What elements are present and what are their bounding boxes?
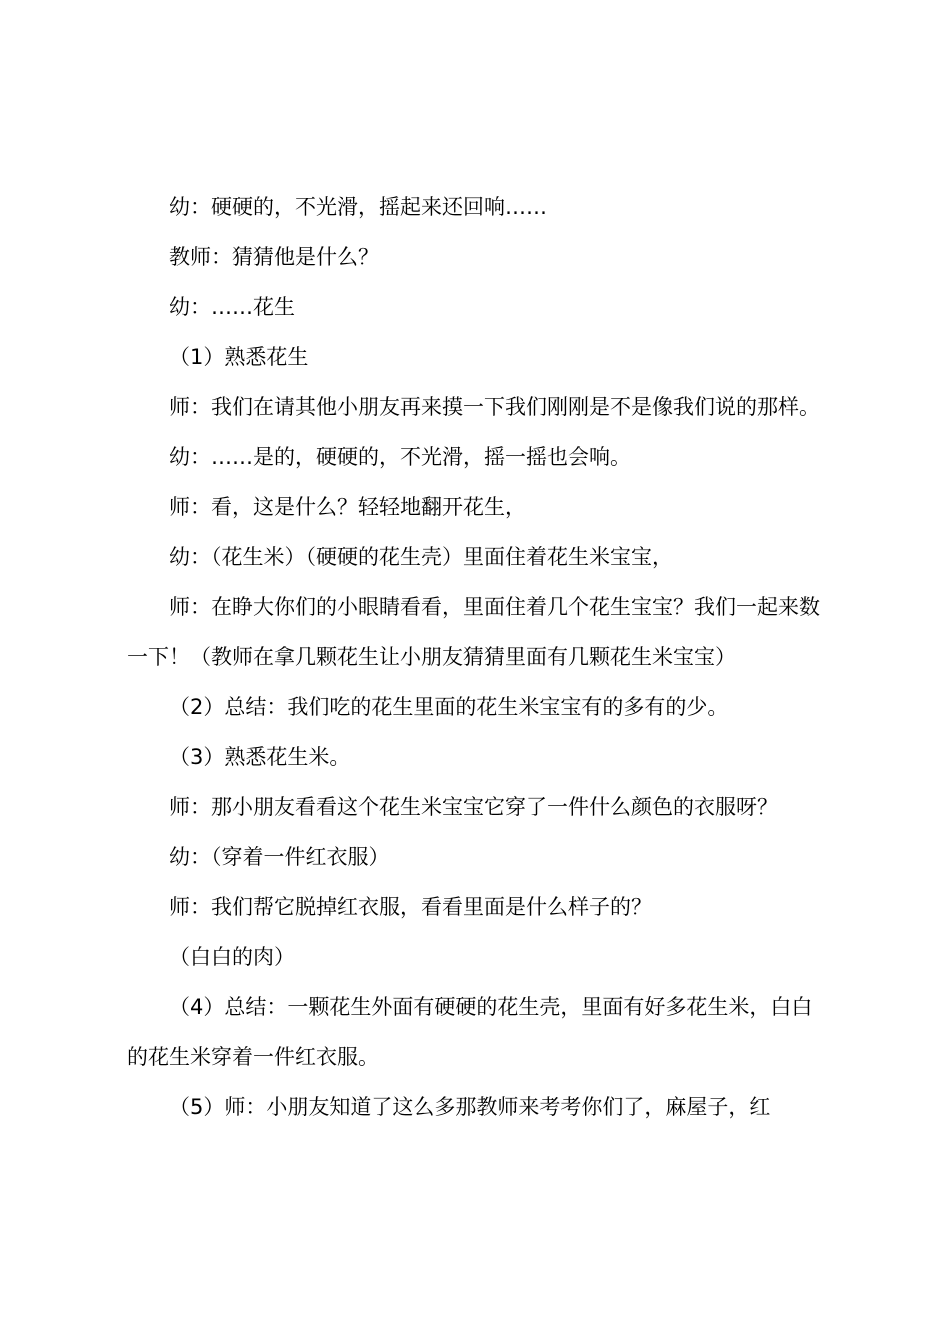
paragraph: 师：我们在请其他小朋友再来摸一下我们刚刚是不是像我们说的那样。 [169, 395, 820, 419]
paragraph: 幼：（穿着一件红衣服） [169, 845, 390, 869]
paragraph: 幼：（花生米）（硬硬的花生壳）里面住着花生米宝宝， [169, 545, 673, 569]
paragraph: （白白的肉） [169, 945, 295, 969]
paragraph: 教师：猜猜他是什么？ [169, 245, 379, 269]
paragraph: 师：看，这是什么？轻轻地翻开花生， [169, 495, 526, 519]
paragraph: （3）熟悉花生米。 [169, 745, 351, 769]
document-body [127, 182, 833, 1132]
paragraph: 幼：……是的，硬硬的，不光滑，摇一摇也会响。 [169, 445, 631, 469]
paragraph: （4）总结：一颗花生外面有硬硬的花生壳，里面有好多花生米，白白的花生米穿着一件红衣服。 [127, 995, 813, 1069]
paragraph: 师：我们帮它脱掉红衣服，看看里面是什么样子的？ [169, 895, 652, 919]
paragraph: 幼：硬硬的，不光滑，摇起来还回响…… [169, 195, 547, 219]
paragraph: （5）师：小朋友知道了这么多那教师来考考你们了，麻屋子，红 [169, 1095, 771, 1119]
paragraph: （2）总结：我们吃的花生里面的花生米宝宝有的多有的少。 [169, 695, 729, 719]
paragraph: 幼：……花生 [169, 295, 295, 319]
paragraph: 师：那小朋友看看这个花生米宝宝它穿了一件什么颜色的衣服呀？ [169, 795, 778, 819]
paragraph: （1）熟悉花生 [169, 345, 309, 369]
paragraph: 师：在睁大你们的小眼睛看看，里面住着几个花生宝宝？我们一起来数一下！（教师在拿几颗花生让小朋友猜猜里面有几颗花生米宝宝） [127, 595, 820, 669]
